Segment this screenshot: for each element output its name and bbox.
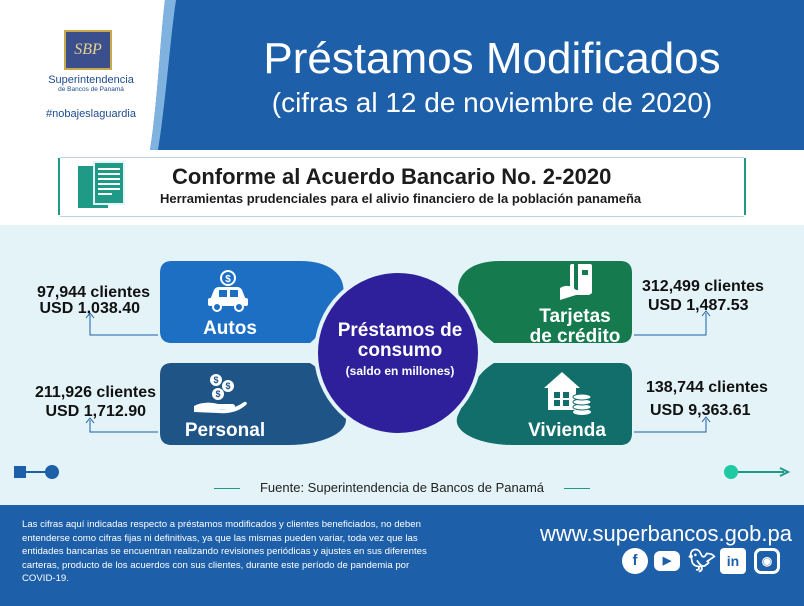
left-deco-connector <box>12 462 62 482</box>
tarjetas-label-2: de crédito <box>529 326 621 347</box>
website-url[interactable]: www.superbancos.gob.pa <box>540 521 792 546</box>
svg-text:$: $ <box>213 375 219 385</box>
accord-bottom-rule <box>60 216 744 217</box>
stat-connectors <box>0 225 804 505</box>
tarjetas-amount: USD 1,487.53 <box>648 297 749 314</box>
page-title: Préstamos Modificados <box>263 34 721 83</box>
sbp-logo: SBP <box>64 30 112 70</box>
disclaimer-text: Las cifras aquí indicadas respecto a préstamos modificados y clientes beneficiados, no deben entenderse como cifras fijas ni definitivas, ya que las mismas pueden variar, toda vez que las entidades bancarias se encuentran realizando revisiones periódicas y ajustes en sus diferentes carteras, producto de los acuerdos con sus clientes, durante este período de pandemia por COVID-19. <box>22 519 427 585</box>
personal-clients: 211,926 clientes <box>35 384 156 401</box>
youtube-icon[interactable]: ▶ <box>654 551 680 571</box>
tarjetas-label-1: Tarjetas <box>539 306 611 327</box>
documents-icon <box>76 160 140 212</box>
linkedin-icon[interactable]: in <box>720 548 746 574</box>
autos-clients: 97,944 clientes <box>37 284 150 301</box>
svg-text:$: $ <box>225 274 231 285</box>
instagram-icon[interactable]: ◉ <box>754 548 780 574</box>
vivienda-label: Vivienda <box>528 420 606 441</box>
facebook-icon[interactable]: f <box>622 548 648 574</box>
source-note: Fuente: Superintendencia de Bancos de Panamá <box>259 480 545 495</box>
center-title: Préstamos de consumo <box>337 320 463 361</box>
accord-top-rule <box>60 157 744 158</box>
personal-label: Personal <box>184 420 266 441</box>
center-subtitle: (saldo en millones) <box>345 364 455 378</box>
hashtag: #nobajeslaguardia <box>46 108 136 120</box>
accord-title: Conforme al Acuerdo Bancario No. 2-2020 <box>172 164 612 189</box>
svg-text:$: $ <box>225 381 231 391</box>
accord-subtitle: Herramientas prudenciales para el alivio financiero de la población panameña <box>160 191 642 206</box>
tarjetas-clients: 312,499 clientes <box>642 278 764 295</box>
vivienda-clients: 138,744 clientes <box>646 379 768 396</box>
personal-amount: USD 1,712.90 <box>45 403 146 420</box>
org-subname: de Bancos de Panamá <box>58 86 124 93</box>
svg-text:$: $ <box>215 389 221 399</box>
page-subtitle: (cifras al 12 de noviembre de 2020) <box>271 87 713 118</box>
right-deco-arrow <box>722 462 794 482</box>
vivienda-amount: USD 9,363.61 <box>650 402 751 419</box>
twitter-icon[interactable]: 🐦︎ <box>688 548 716 573</box>
org-name: Superintendencia <box>48 74 134 86</box>
accord-left-bar <box>58 158 60 215</box>
autos-amount: USD 1,038.40 <box>39 300 140 317</box>
autos-label: Autos <box>203 318 257 339</box>
